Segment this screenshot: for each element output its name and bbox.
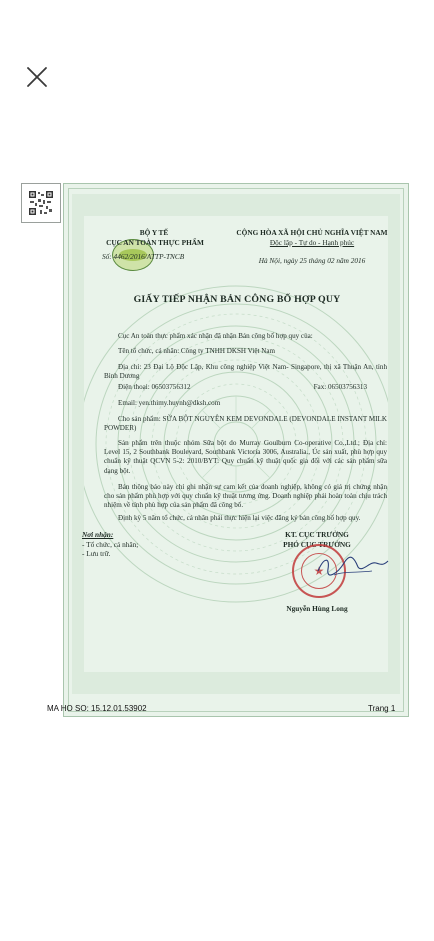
qr-code[interactable] bbox=[21, 183, 61, 223]
close-button[interactable] bbox=[22, 62, 52, 92]
signer-name: Nguyễn Hùng Long bbox=[286, 604, 348, 613]
issue-date: Hà Nội, ngày 25 tháng 02 năm 2016 bbox=[258, 256, 366, 265]
dossier-code: MA HO SO: 15.12.01.53902 bbox=[47, 704, 147, 713]
document-page[interactable] bbox=[63, 183, 409, 717]
email-address: Email: yen.thimy.huynh@dksh.com bbox=[118, 399, 221, 407]
star-icon: ★ bbox=[313, 564, 325, 578]
recipients-label: Nơi nhận: bbox=[82, 530, 114, 539]
phone-number: Điện thoại: 06503756312 bbox=[118, 383, 191, 391]
fax-number: Fax: 06503756313 bbox=[313, 383, 367, 391]
signer-role-2: PHÓ CỤC TRƯỞNG bbox=[283, 540, 351, 549]
intro-text: Cục An toàn thực phẩm xác nhận đã nhận Bản công bố hợp quy của: bbox=[118, 332, 313, 340]
signer-role-1: KT. CỤC TRƯỞNG bbox=[285, 530, 349, 539]
document-title: GIẤY TIẾP NHẬN BẢN CÔNG BỐ HỢP QUY bbox=[133, 294, 341, 305]
nation-name: CỘNG HÒA XÃ HỘI CHỦ NGHĨA VIỆT NAM bbox=[236, 228, 388, 237]
qr-code-icon bbox=[28, 190, 54, 216]
department-name: CỤC AN TOÀN THỰC PHẨM bbox=[106, 238, 204, 247]
signature bbox=[314, 551, 390, 579]
notice-text: Bản thông báo này chỉ ghi nhận sự cam kết của doanh nghiệp, không có giá trị chứng nhận cho sản phẩm phù hợp với quy chuẩn kỹ thuật tương ứng. Doanh nghiệp phải hoàn toàn chịu trách nhiệm về tính phù hợp của sản phẩm đã công bố. bbox=[104, 483, 387, 510]
close-icon bbox=[22, 62, 52, 92]
organization-address: Địa chỉ: 23 Đại Lộ Độc Lập, Khu công nghiệp Việt Nam- Singapore, thị xã Thuận An, tỉnh Bình Dương bbox=[104, 363, 387, 381]
recipient-line-2: - Lưu trữ. bbox=[82, 549, 111, 558]
nation-motto: Độc lập - Tự do - Hạnh phúc bbox=[269, 238, 355, 247]
recipient-line-1: - Tổ chức, cá nhân; bbox=[82, 540, 139, 549]
ministry-name: BỘ Y TẾ bbox=[139, 228, 169, 237]
manufacturer-info: Sản phẩm trên thuộc nhóm Sữa bột do Murray Goulburn Co-operative Co.,Ltd.; Địa chỉ: Level 15, 2 Southbank Boulevard, Southbank Victoria 3006, Australia., Úc sản xuất, phù hợp quy chuẩn kỹ thuật QCVN 5-2: 2010/BYT: Quy chuẩn kỹ thuật quốc gia đối với các sản phẩm sữa dạng bột. bbox=[104, 439, 387, 475]
organization-name: Tên tổ chức, cá nhân: Công ty TNHH DKSH Việt Nam bbox=[118, 347, 276, 355]
product-name: Cho sản phẩm: SỮA BỘT NGUYÊN KEM DEVONDALE (DEVONDALE INSTANT MILK POWDER) bbox=[104, 415, 387, 433]
page-number: Trang 1 bbox=[368, 704, 396, 713]
document-number: Số: 4462/2016/ATTP-TNCB bbox=[102, 252, 185, 261]
renewal-period: Định kỳ 5 năm tổ chức, cá nhân phải thực hiện lại việc đăng ký bản công bố hợp quy. bbox=[118, 514, 361, 522]
contact-row bbox=[104, 383, 387, 392]
